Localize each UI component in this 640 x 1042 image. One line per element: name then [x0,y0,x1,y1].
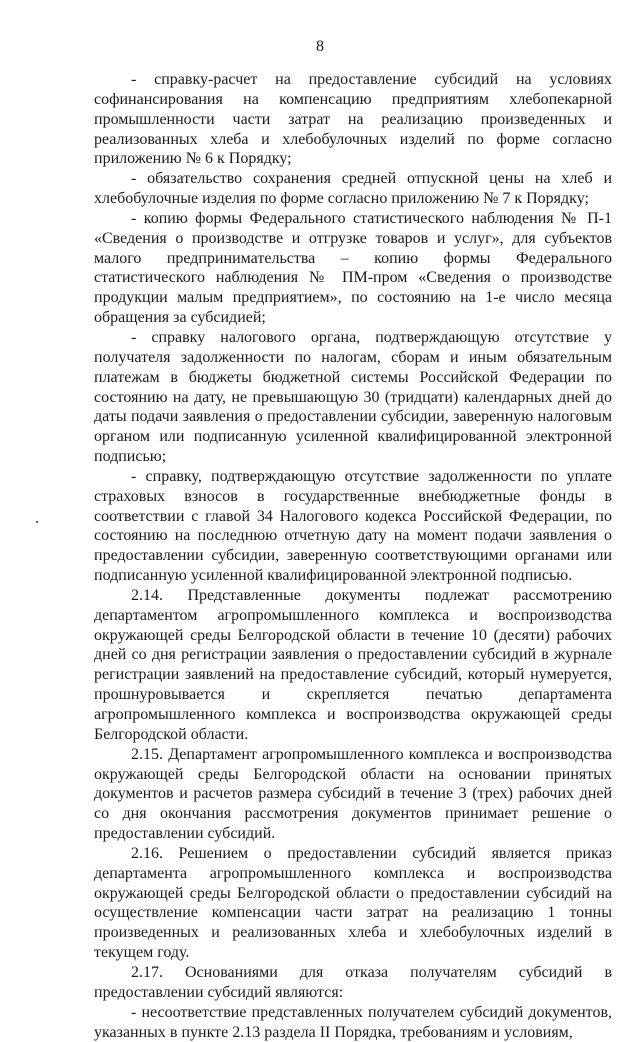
paragraph-refusal-reason: - несоответствие представленных получателем субсидий документов, указанных в пункте 2.13 раздела II Порядка, требованиям и условиям, [94,1003,612,1041]
paragraph-2-15: 2.15. Департамент агропромышленного комплекса и воспроизводства окружающей среды Белгородской области на основании принятых документов и расчетов размера субсидий в течение 3 (трех) рабочих дней со дня окончания рассмотрения документов принимает решение о предоставлении субсидий. [94,745,612,843]
paragraph-2-14: 2.14. Представленные документы подлежат рассмотрению департаментом агропромышленного комплекса и воспроизводства окружающей среды Белгородской области в течение 10 (десяти) рабочих дней со дня регистрации заявления о предоставлении субсидий в журнале регистрации заявлений на предоставление субсидий, который нумеруется, прошнуровывается и скрепляется печатью департамента агропромышленного комплекса и воспроизводства окружающей среды Белгородской области. [94,586,612,743]
paragraph-price-obligation: - обязательство сохранения средней отпускной цены на хлеб и хлебобулочные изделия по форме согласно приложению № 7 к Порядку; [94,170,612,208]
paragraph-insurance-certificate: - справку, подтверждающую отсутствие задолженности по уплате страховых взносов в государственные внебюджетные фонды в соответствии с главой 34 Налогового кодекса Российской Федерации, по состоянию на последнюю отчетную дату на момент подачи заявления о предоставлении субсидии, заверенную соответствующими органами или подписанную усиленной квалифицированной электронной подписью. [94,467,612,585]
document-body [94,70,612,1042]
paragraph-2-17: 2.17. Основаниями для отказа получателям субсидий в предоставлении субсидий являются: [94,963,612,1001]
paragraph-calc-certificate: - справку-расчет на предоставление субсидий на условиях софинансирования на компенсацию предприятиям хлебопекарной промышленности части затрат на реализацию произведенных и реализованных хлеба и хлебобулочных изделий по форме согласно приложению № 6 к Порядку; [94,71,612,168]
page-number: 8 [316,38,324,55]
paragraph-tax-certificate: - справку налогового органа, подтверждающую отсутствие у получателя задолженности по налогам, сборам и иным обязательным платежам в бюджеты бюджетной системы Российской Федерации по состоянию на дату, не превышающую 30 (тридцати) календарных дней до даты подачи заявления о предоставлении субсидии, заверенную налоговым органом или подписанную усиленной квалифицированной электронной подписью; [94,328,612,466]
scan-speck [36,521,38,523]
paragraph-statistics-form: - копию формы Федерального статистического наблюдения № П-1 «Сведения о производстве и отгрузке товаров и услуг», для субъектов малого предпринимательства – копию формы Федерального статистического наблюдения № ПМ-пром «Сведения о производстве продукции малым предприятием», по состоянию на 1-е число месяца обращения за субсидией; [94,209,612,327]
paragraph-2-16: 2.16. Решением о предоставлении субсидий является приказ департамента агропромышленного комплекса и воспроизводства окружающей среды Белгородской области о предоставлении субсидий на осуществление компенсации части затрат на реализацию 1 тонны произведенных и реализованных хлеба и хлебобулочных изделий в текущем году. [94,844,612,962]
